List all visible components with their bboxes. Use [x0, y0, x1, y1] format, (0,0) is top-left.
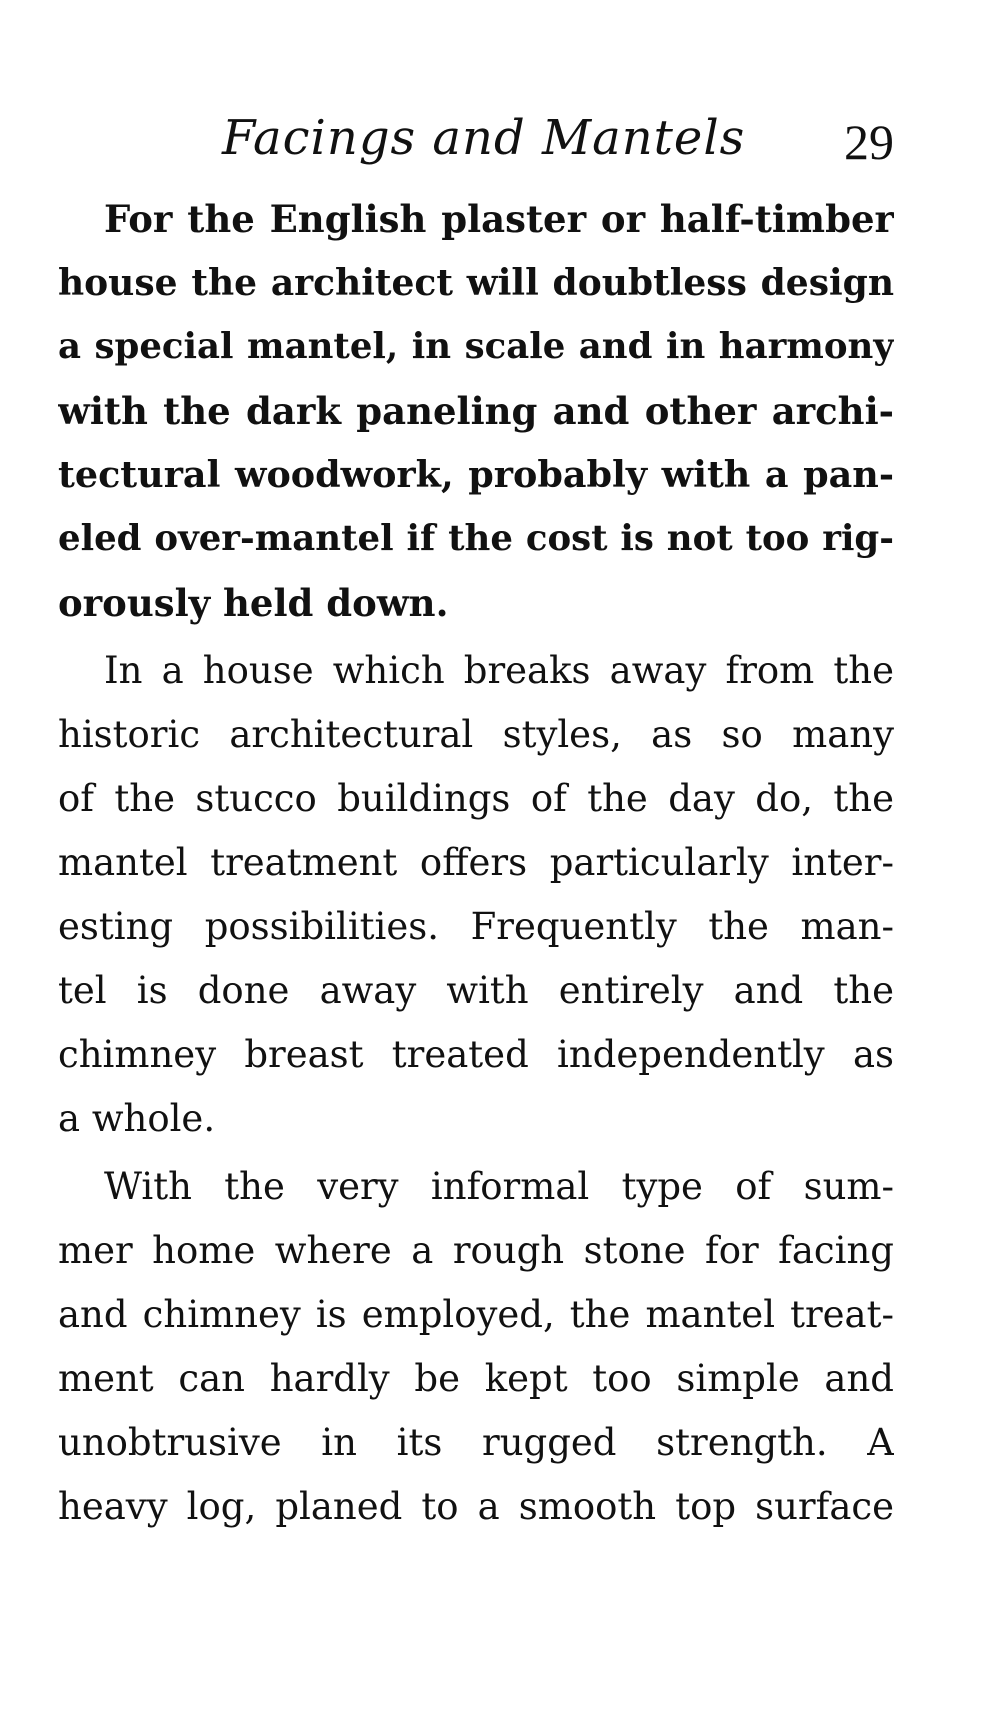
- page-header: [222, 108, 894, 174]
- paragraph-summer-home: [58, 1155, 894, 1539]
- paragraph-english-plaster: [58, 187, 894, 635]
- text-line: tectural woodwork, probably with a pan-: [58, 453, 894, 496]
- text-line: house the architect will doubtless design: [58, 262, 894, 304]
- text-line: eled over-mantel if the cost is not too rig-: [58, 518, 894, 559]
- text-line: esting possibilities. Frequently the man-: [58, 905, 894, 948]
- text-line: a special mantel, in scale and in harmony: [58, 326, 894, 367]
- page-number: 29: [844, 114, 894, 170]
- text-line: ment can hardly be kept too simple and: [58, 1357, 894, 1400]
- running-title: Facings and Mantels: [222, 110, 746, 166]
- text-line: orously held down.: [58, 581, 449, 625]
- text-line: For the English plaster or half-timber: [104, 197, 894, 241]
- text-line: chimney breast treated independently as: [58, 1033, 894, 1076]
- text-line: tel is done away with entirely and the: [58, 969, 894, 1012]
- body-text: [58, 187, 894, 1539]
- text-line: unobtrusive in its rugged strength. A: [58, 1421, 894, 1464]
- text-line: a whole.: [58, 1097, 216, 1140]
- text-line: In a house which breaks away from the: [104, 649, 894, 692]
- text-line: With the very informal type of sum-: [104, 1165, 894, 1208]
- text-line: with the dark paneling and other archi-: [58, 389, 894, 433]
- text-line: mantel treatment offers particularly inter-: [58, 841, 894, 884]
- text-line: historic architectural styles, as so many: [58, 713, 894, 756]
- text-line: heavy log, planed to a smooth top surface: [58, 1485, 894, 1528]
- paragraph-historic-styles: [58, 639, 894, 1151]
- text-line: and chimney is employed, the mantel treat-: [58, 1293, 894, 1336]
- text-line: mer home where a rough stone for facing: [58, 1229, 894, 1272]
- text-line: of the stucco buildings of the day do, the: [58, 777, 894, 820]
